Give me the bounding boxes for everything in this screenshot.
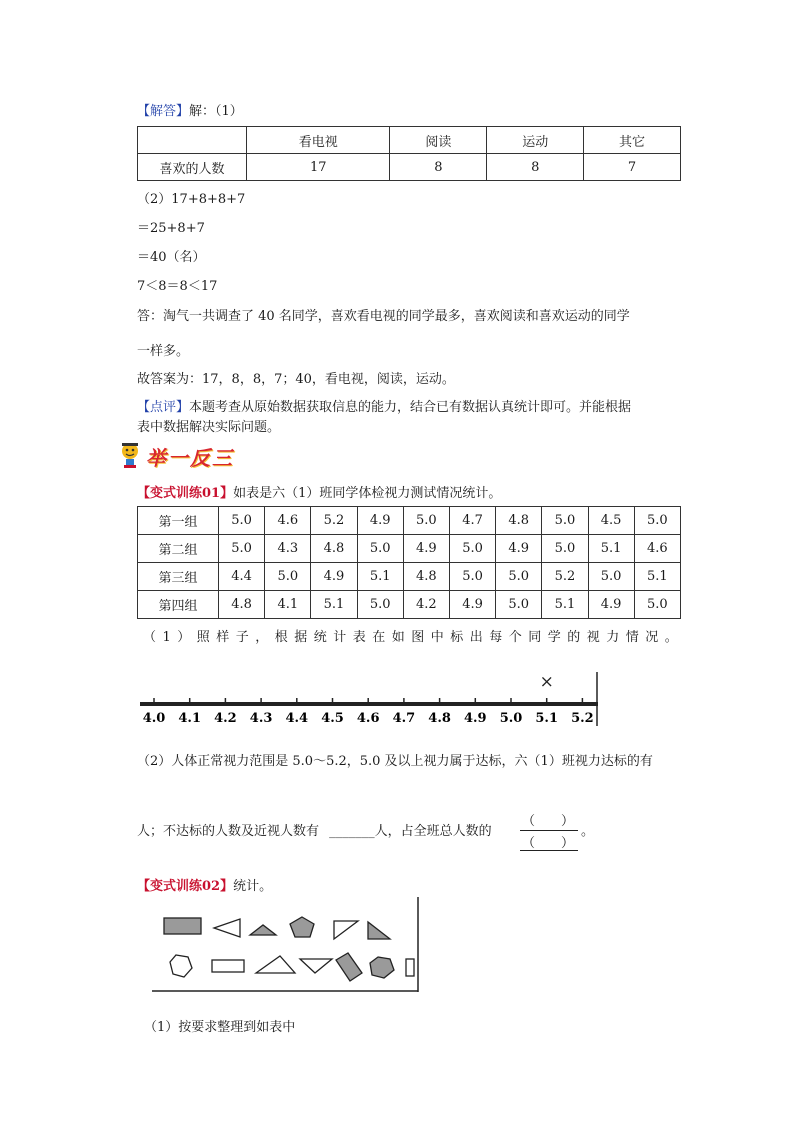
shape-triangle-outline-wide [256,956,295,973]
table-cell: 运动 [487,127,584,154]
table-cell: 5.0 [542,535,588,563]
table-cell: 4.6 [634,535,680,563]
fraction-blank[interactable] [520,810,580,850]
table-cell: 5.0 [357,535,403,563]
shape-rectangle-rotated-filled [336,953,362,981]
q2-text-a: 人；不达标的人数及近视人数有 [137,824,320,839]
fraction-denominator: （ ） [522,836,575,851]
shape-hexagon-outline [170,955,192,977]
tick-label: 4.5 [321,711,344,726]
answer-line: 故答案为：17，8，8，7；40，看电视，阅读，运动。 [137,372,455,387]
table-row [138,507,681,535]
table-row [138,127,681,154]
table-cell: 其它 [584,127,681,154]
exercise2-q1: （1）按要求整理到如表中 [144,1020,296,1035]
answer-line: （2）17+8+8+7 [137,192,246,207]
tick-label: 5.2 [571,711,594,726]
table-cell: 4.2 [403,591,449,619]
fraction-numerator: （ ） [522,814,575,829]
shape-rectangle-filled [164,918,201,934]
number-line [138,668,608,728]
table-row [138,591,681,619]
shape-rectangle-outline [212,960,244,972]
q2-text-b: 人，占全班总人数的 [374,824,492,839]
table-cell: 5.1 [311,591,357,619]
table-cell: 看电视 [247,127,390,154]
table-cell: 5.0 [496,591,542,619]
shape-rectangle-tall-outline [406,959,414,976]
table-cell: 4.9 [496,535,542,563]
table-cell: 17 [247,154,390,181]
section-logo [118,441,258,469]
vision-table [137,506,681,619]
exercise1-q2-line1: （2）人体正常视力范围是 5.0～5.2，5.0 及以上视力属于达标，六（1）班视力达标的有 [137,754,653,769]
table-row [138,154,681,181]
tick-label: 4.6 [356,711,380,726]
table-cell: 5.0 [219,507,265,535]
shape-triangle-inverted-outline [300,959,332,973]
table-cell: 4.7 [449,507,495,535]
table-cell: 5.0 [265,563,311,591]
tick-label: 4.3 [249,711,273,726]
table-cell: 8 [390,154,487,181]
tick-label: 5.0 [499,711,523,726]
tick-label: 4.4 [285,711,309,726]
shape-triangle-outline [214,919,240,937]
table-cell: 7 [584,154,681,181]
shape-right-triangle-outline [334,921,358,939]
answer-head: 解：（1） [189,104,243,119]
table-cell: 4.9 [403,535,449,563]
table-cell [138,127,247,154]
table-cell: 5.1 [542,591,588,619]
row-label: 第二组 [138,535,219,563]
comment-text: 本题考查从原始数据获取信息的能力，结合已有数据认真统计即可。并能根据 [189,400,632,415]
table-cell: 8 [487,154,584,181]
table-cell: 4.3 [265,535,311,563]
exercise1-heading [137,482,501,501]
fraction-underline [520,850,578,851]
sentence-end: 。 [581,824,595,839]
exercise2-tag: 【变式训练02】 [137,879,234,894]
table-cell: 4.8 [496,507,542,535]
exercise1-q1: （1）照样子，根据统计表在如图中标出每个同学的视力情况。 [143,630,685,645]
table-cell: 5.1 [357,563,403,591]
table-cell: 喜欢的人数 [138,154,247,181]
table-cell: 4.8 [311,535,357,563]
table-cell: 5.1 [634,563,680,591]
blank-field[interactable]: _______ [329,824,375,839]
answer-line: 答：淘气一共调查了 40 名同学，喜欢看电视的同学最多，喜欢阅读和喜欢运动的同学 [137,309,630,324]
table-row [138,535,681,563]
table-cell: 5.0 [357,591,403,619]
exercise2-heading [137,875,272,894]
tick-label: 4.7 [392,711,416,726]
table-cell: 4.9 [311,563,357,591]
table-cell: 5.0 [496,563,542,591]
tick-label: 4.8 [428,711,451,726]
tick-label: 4.2 [214,711,237,726]
number-line-axis [140,702,598,706]
answer-line: ＝40（名） [137,250,206,265]
table-cell: 5.0 [588,563,634,591]
answer-line: ＝25+8+7 [137,221,205,236]
table-cell: 4.8 [219,591,265,619]
answer-heading [137,100,243,119]
preference-table [137,126,681,181]
number-line-mark: × [539,672,554,692]
table-cell: 5.0 [449,563,495,591]
shape-triangle-filled [250,925,276,935]
answer-tag: 【解答】 [137,104,190,119]
table-row [138,563,681,591]
table-cell: 4.9 [588,591,634,619]
exercise2-intro: 统计。 [233,879,273,894]
exercise1-q2-line2 [137,820,492,839]
table-cell: 阅读 [390,127,487,154]
answer-line: 7＜8＝8＜17 [137,279,218,294]
shape-right-triangle-filled [368,922,390,939]
tick-label: 4.9 [463,711,487,726]
table-cell: 5.0 [219,535,265,563]
fraction-bar [520,830,578,831]
row-label: 第四组 [138,591,219,619]
table-cell: 4.4 [219,563,265,591]
table-cell: 5.0 [449,535,495,563]
shape-hexagon-filled [370,957,394,978]
table-cell: 5.2 [311,507,357,535]
table-cell: 4.6 [265,507,311,535]
table-cell: 5.1 [588,535,634,563]
comment-tag: 【点评】 [137,400,190,415]
table-cell: 5.2 [542,563,588,591]
table-cell: 4.8 [403,563,449,591]
exercise1-intro: 如表是六（1）班同学体检视力测试情况统计。 [233,486,502,501]
trophy-icon [118,441,142,469]
row-label: 第三组 [138,563,219,591]
tick-label: 4.0 [142,711,166,726]
shape-pentagon-filled [290,917,314,937]
table-cell: 5.0 [403,507,449,535]
table-cell: 4.9 [357,507,403,535]
table-cell: 5.0 [634,507,680,535]
shapes-figure [152,897,422,993]
comment-line-1 [137,396,631,415]
exercise1-tag: 【变式训练01】 [137,486,234,501]
answer-line: 一样多。 [137,344,190,359]
table-cell: 4.5 [588,507,634,535]
table-cell: 5.0 [634,591,680,619]
row-label: 第一组 [138,507,219,535]
table-cell: 4.9 [449,591,495,619]
tick-label: 5.1 [535,711,559,726]
table-cell: 4.1 [265,591,311,619]
tick-label: 4.1 [178,711,202,726]
section-logo-text: 举一反三 [146,446,234,470]
comment-line-2: 表中数据解决实际问题。 [137,420,281,435]
table-cell: 5.0 [542,507,588,535]
